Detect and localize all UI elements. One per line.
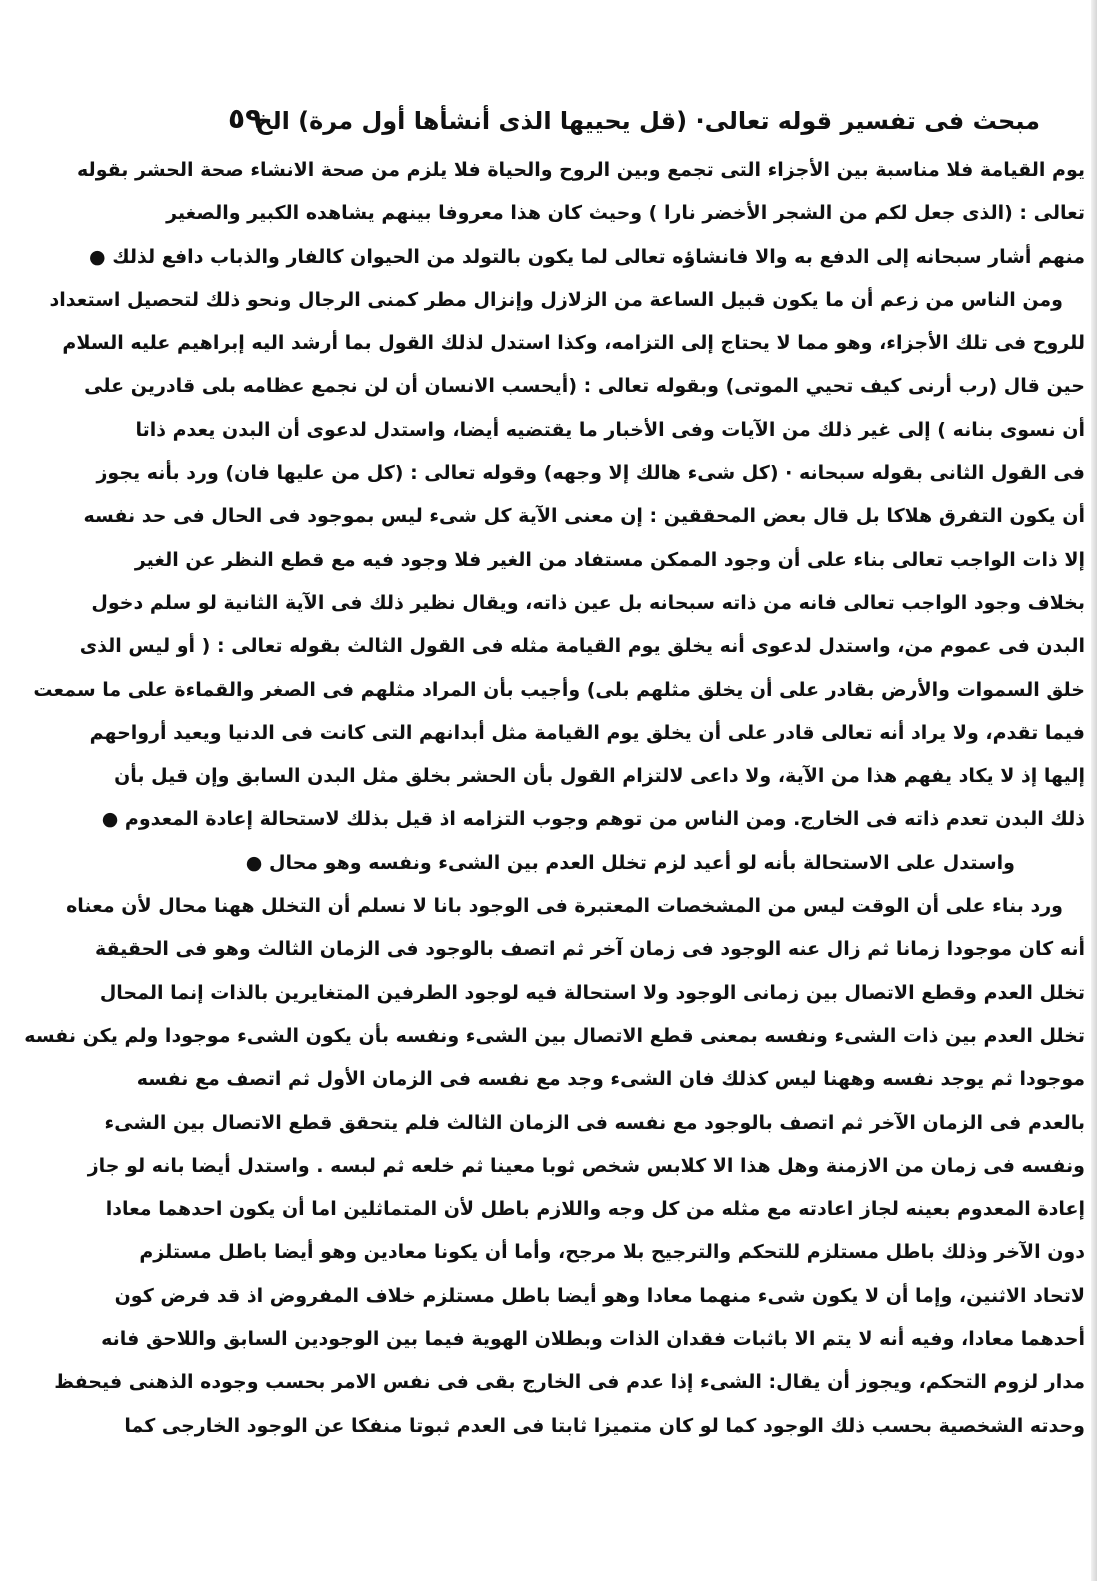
text-line: منهم أشار سبحانه إلى الدفع به والا فانشاؤه تعالى لما يكون بالتولد من الحيوان كالفار والذباب دافع لذلك ●: [89, 245, 1085, 268]
text-line: وحدته الشخصية بحسب ذلك الوجود كما لو كان متميزا ثابتا فى العدم ثبوتا منفكا عن الوجود الخارجى كما: [124, 1414, 1085, 1437]
text-line: البدن فى عموم من، واستدل لدعوى أنه يخلق يوم القيامة مثله فى القول الثالث بقوله تعالى : ( أو ليس الذى: [79, 635, 1085, 658]
text-line: أن نسوى بنانه ) إلى غير ذلك من الآيات وفى الأخبار ما يقتضيه أيضا، واستدل لدعوى أن البدن يعدم ذاتا: [135, 418, 1085, 441]
text-line: فى القول الثانى بقوله سبحانه · (كل شىء هالك إلا وجهه) وقوله تعالى : (كل من عليها فان) ورد بأنه يجوز: [96, 462, 1085, 485]
text-line: ورد بناء على أن الوقت ليس من المشخصات المعتبرة فى الوجود بانا لا نسلم أن التخلل ههنا محال لأن معناه: [66, 895, 1063, 918]
page-number: ٥٩: [228, 102, 263, 135]
text-line: حين قال (رب أرنى كيف تحيي الموتى) وبقوله تعالى : (أيحسب الانسان أن لن نجمع عظامه بلى قادرين على: [84, 375, 1085, 398]
text-line: للروح فى تلك الأجزاء، وهو مما لا يحتاج إلى التزامه، وكذا استدل لذلك القول بما أرشد اليه إبراهيم عليه السلام: [62, 332, 1085, 355]
text-line: أن يكون التفرق هلاكا بل قال بعض المحققين : إن معنى الآية كل شىء ليس بموجود فى الحال فى حد نفسه: [83, 505, 1085, 528]
text-line: تخلل العدم بين ذات الشىء ونفسه بمعنى قطع الاتصال بين الشىء ونفسه بأن يكون الشىء موجودا ولم يكن نفسه: [24, 1024, 1085, 1047]
text-line: ذلك البدن تعدم ذاته فى الخارج. ومن الناس من توهم وجوب التزامه اذ قيل بذلك لاستحالة إعادة المعدوم ●: [101, 808, 1085, 831]
text-line: خلق السموات والأرض بقادر على أن يخلق مثلهم بلى) وأجيب بأن المراد مثلهم فى الصغر والقماءة على ما سمعت: [33, 678, 1085, 701]
text-line: فيما تقدم، ولا يراد أنه تعالى قادر على أن يخلق يوم القيامة مثل أبدانهم التى كانت فى الدنيا ويعيد أرواحهم: [89, 721, 1085, 744]
text-line: تعالى : (الذى جعل لكم من الشجر الأخضر نارا ) وحيث كان هذا معروفا بينهم يشاهده الكبير والصغير: [166, 202, 1085, 225]
text-line: إلا ذات الواجب تعالى بناء على أن وجود الممكن مستفاد من الغير فلا وجود فيه مع قطع النظر عن الغير: [134, 548, 1085, 571]
body-text: [24, 149, 1085, 1448]
text-line: بالعدم فى الزمان الآخر ثم اتصف بالوجود مع نفسه فى الزمان الثالث فلم يتحقق قطع الاتصال بين الشىء: [104, 1111, 1085, 1134]
text-line: إليها إذ لا يكاد يفهم هذا من الآية، ولا داعى لالتزام القول بأن الحشر بخلق مثل البدن السابق وإن قيل بأن: [114, 765, 1085, 788]
text-line: ومن الناس من زعم أن ما يكون قبيل الساعة من الزلازل وإنزال مطر كمنى الرجال ونحو ذلك لتحصيل استعداد: [49, 288, 1063, 311]
text-line: أحدهما معادا، وفيه أنه لا يتم الا باثبات فقدان الذات وبطلان الهوية فيما بين الوجودين السابق واللاحق فانه: [101, 1328, 1085, 1351]
text-line: إعادة المعدوم بعينه لجاز اعادته مع مثله من كل وجه واللازم باطل لأن المتماثلين اما أن يكون احدهما معادا: [105, 1198, 1085, 1221]
scan-edge: [1091, 0, 1097, 1581]
text-line: تخلل العدم وقطع الاتصال بين زمانى الوجود ولا استحالة فيه لوجود الطرفين المتغايرين بالذات إنما المحال: [99, 981, 1085, 1004]
text-line: أنه كان موجودا زمانا ثم زال عنه الوجود فى زمان آخر ثم اتصف بالوجود فى الزمان الثالث وهو فى الحقيقة: [94, 938, 1085, 961]
text-line: دون الآخر وذلك باطل مستلزم للتحكم والترجيح بلا مرجح، وأما أن يكونا معادين وهو أيضا باطل مستلزم: [139, 1241, 1085, 1264]
text-line: موجودا ثم يوجد نفسه وههنا ليس كذلك فان الشىء وجد مع نفسه فى الزمان الأول ثم اتصف مع نفسه: [136, 1068, 1085, 1091]
text-line: بخلاف وجود الواجب تعالى فانه من ذاته سبحانه بل عين ذاته، ويقال نظير ذلك فى الآية الثانية لو سلم دخول: [91, 591, 1085, 614]
text-line: مدار لزوم التحكم، ويجوز أن يقال: الشىء إذا عدم فى الخارج بقى فى نفس الامر بحسب وجوده الذهنى فيحفظ: [54, 1371, 1085, 1394]
text-line: ونفسه فى زمان من الازمنة وهل هذا الا كلابس شخص ثوبا معينا ثم خلعه ثم لبسه . واستدل أيضا بانه لو جاز: [87, 1154, 1085, 1177]
text-line: لاتحاد الاثنين، وإما أن لا يكون شىء منهما معادا وهو أيضا باطل مستلزم خلاف المفروض اذ قد فرض كون: [114, 1284, 1085, 1307]
running-title: مبحث فى تفسير قوله تعالى· (قل يحييها الذى أنشأها أول مرة) الخ: [255, 107, 1040, 135]
page-header: [190, 98, 1085, 144]
text-line: يوم القيامة فلا مناسبة بين الأجزاء التى تجمع وبين الروح والحياة فلا يلزم من صحة الانشاء صحة الحشر بقوله: [77, 159, 1085, 181]
text-line: واستدل على الاستحالة بأنه لو أعيد لزم تخلل العدم بين الشىء ونفسه وهو محال ●: [245, 851, 1015, 874]
